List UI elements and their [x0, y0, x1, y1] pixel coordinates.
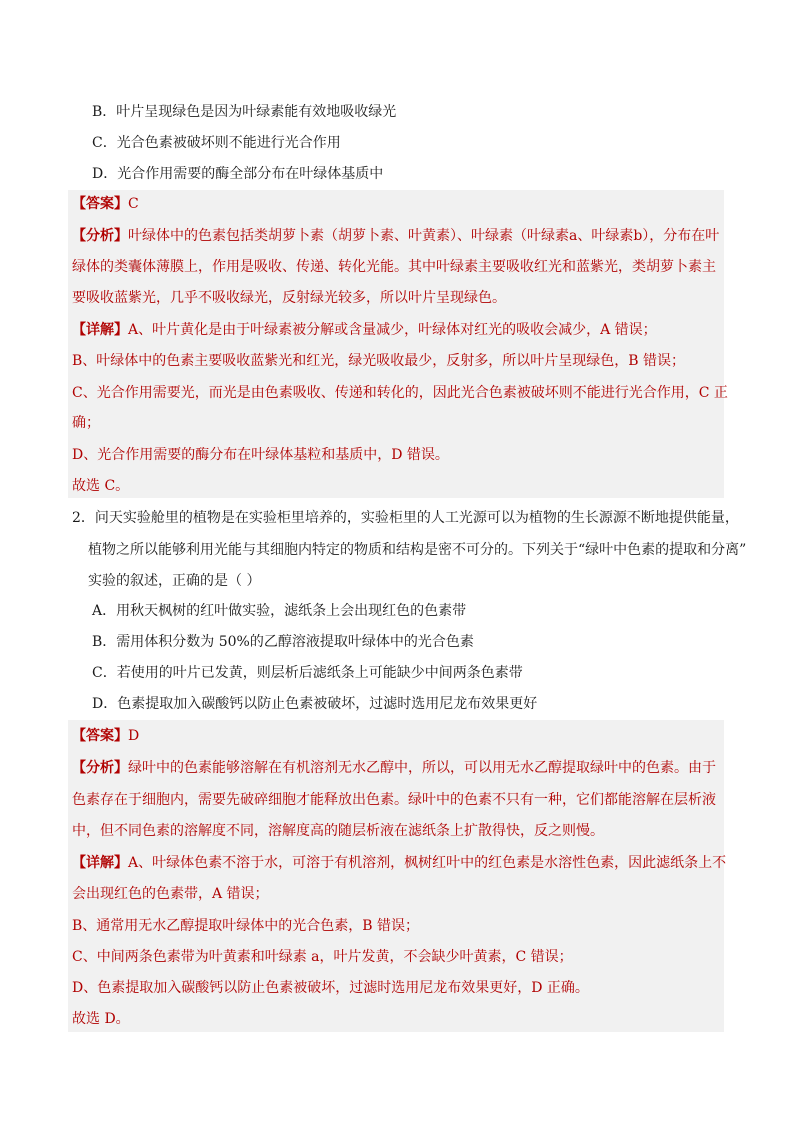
q1-option-d: D．光合作用需要的酶全部分布在叶绿体基质中 — [92, 166, 384, 182]
answer-tag: 【答案】 — [72, 728, 128, 744]
q1-option-b: B．叶片呈现绿色是因为叶绿素能有效地吸收绿光 — [92, 104, 397, 120]
q1-answer-line — [72, 194, 139, 214]
q2-option-b: B．需用体积分数为 50%的乙醇溶液提取叶绿体中的光合色素 — [92, 634, 474, 650]
q2-solution-block — [68, 720, 727, 1032]
q2-detail-line-3: B、通常用无水乙醇提取叶绿体中的光合色素，B 错误； — [72, 918, 420, 934]
q1-detail-line-4: 确； — [72, 415, 100, 431]
q2-detail-line-1: 【详解】A、叶绿体色素不溶于水，可溶于有机溶剂，枫树红叶中的红色素是水溶性色素，因此滤纸条上不 — [72, 855, 727, 871]
q2-option-a: A．用秋天枫树的红叶做实验，滤纸条上会出现红色的色素带 — [92, 603, 467, 619]
q1-detail-line-6: 故选 C。 — [72, 478, 130, 494]
q2-stem-line-2: 植物之所以能够利用光能与其细胞内特定的物质和结构是密不可分的。下列关于“绿叶中色素的提取和分离” — [88, 542, 747, 558]
q2-option-d: D．色素提取加入碳酸钙以防止色素被破坏，过滤时选用尼龙布效果更好 — [92, 696, 538, 712]
q1-analysis-line-3: 要吸收蓝紫光，几乎不吸收绿光，反射绿光较多，所以叶片呈现绿色。 — [72, 290, 506, 306]
analysis-tag: 【分析】 — [72, 228, 128, 244]
q1-detail-line-3: C、光合作用需要光，而光是由色素吸收、传递和转化的，因此光合色素被破坏则不能进行光合作用，C 正 — [72, 385, 728, 401]
q2-answer: D — [128, 728, 140, 744]
q2-stem-line-3: 实验的叙述，正确的是（ ） — [88, 573, 261, 589]
q1-solution-block — [68, 190, 728, 498]
q2-analysis-line-1: 【分析】绿叶中的色素能够溶解在有机溶剂无水乙醇中，所以，可以用无水乙醇提取绿叶中的色素。由于 — [72, 760, 716, 776]
q2-analysis-line-2: 色素存在于细胞内，需要先破碎细胞才能释放出色素。绿叶中的色素不只有一种，它们都能溶解在层析液 — [72, 792, 716, 808]
q2-detail-line-6: 故选 D。 — [72, 1011, 130, 1027]
q1-detail-line-1: 【详解】A、叶片黄化是由于叶绿素被分解或含量减少，叶绿体对红光的吸收会减少，A 错误； — [72, 322, 657, 338]
answer-tag: 【答案】 — [72, 196, 128, 212]
detail-tag: 【详解】 — [72, 855, 128, 871]
analysis-tag: 【分析】 — [72, 760, 128, 776]
q2-detail-line-2: 会出现红色的色素带，A 错误； — [72, 886, 269, 902]
q1-detail-line-2: B、叶绿体中的色素主要吸收蓝紫光和红光，绿光吸收最少，反射多，所以叶片呈现绿色，B 错误； — [72, 353, 686, 369]
q1-analysis-line-2: 绿体的类囊体薄膜上，作用是吸收、传递、转化光能。其中叶绿素主要吸收红光和蓝紫光，类胡萝卜素主 — [72, 259, 716, 275]
q2-option-c: C．若使用的叶片已发黄，则层析后滤纸条上可能缺少中间两条色素带 — [92, 665, 523, 681]
q2-analysis-line-3: 中，但不同色素的溶解度不同，溶解度高的随层析液在滤纸条上扩散得快，反之则慢。 — [72, 823, 604, 839]
q1-analysis-line-1: 【分析】叶绿体中的色素包括类胡萝卜素（胡萝卜素、叶黄素）、叶绿素（叶绿素a、叶绿素b），分布在叶 — [72, 228, 720, 244]
detail-tag: 【详解】 — [72, 322, 128, 338]
q2-detail-line-4: C、中间两条色素带为叶黄素和叶绿素 a，叶片发黄，不会缺少叶黄素，C 错误； — [72, 949, 573, 965]
q2-answer-line — [72, 726, 139, 746]
q1-option-c: C．光合色素被破坏则不能进行光合作用 — [92, 135, 341, 151]
q2-stem-line-1: 2．问天实验舱里的植物是在实验柜里培养的，实验柜里的人工光源可以为植物的生长源源不断地提供能量， — [72, 510, 739, 526]
q1-detail-line-5: D、光合作用需要的酶分布在叶绿体基粒和基质中，D 错误。 — [72, 447, 449, 463]
q1-answer: C — [128, 196, 139, 212]
q2-detail-line-5: D、色素提取加入碳酸钙以防止色素被破坏，过滤时选用尼龙布效果更好，D 正确。 — [72, 980, 589, 996]
